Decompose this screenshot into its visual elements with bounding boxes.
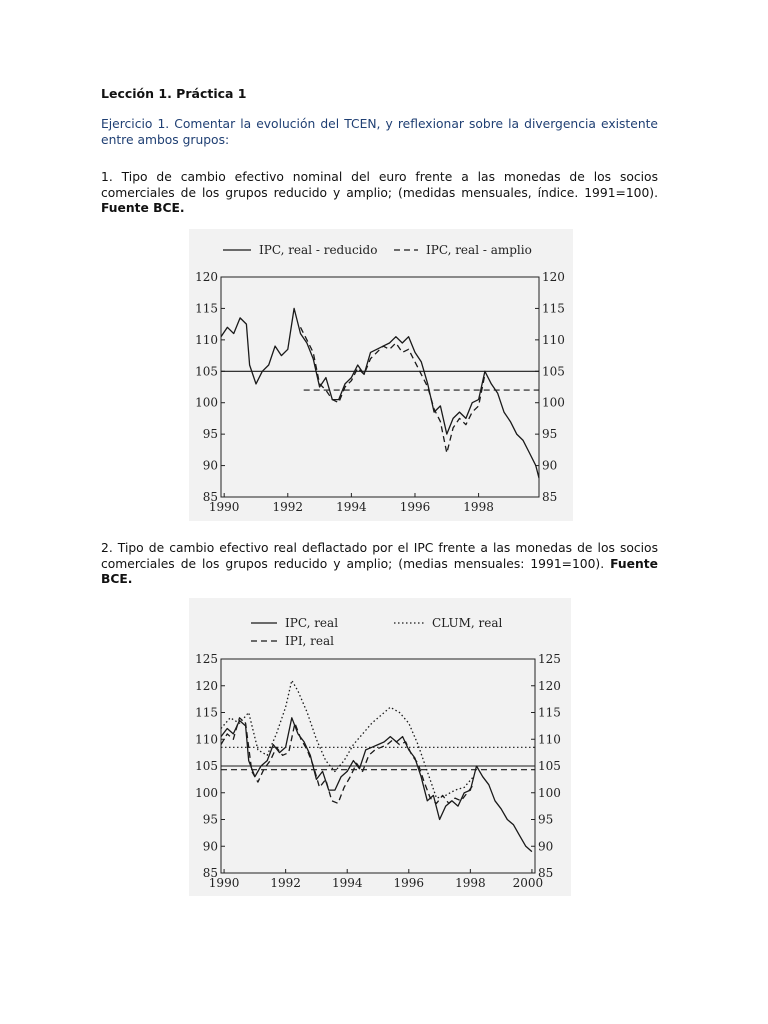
y-tick-label-left: 110 [195,732,218,747]
y-tick-label-right: 95 [542,427,558,442]
item-1-source: Fuente BCE. [101,201,185,215]
legend-label: IPC, real - amplio [426,243,532,257]
y-tick-label-left: 105 [195,759,218,773]
chart-1 [189,229,573,521]
y-tick-label-right: 110 [538,732,561,747]
y-tick-label-left: 85 [202,866,218,880]
y-tick-label-right: 85 [538,866,554,880]
y-tick-label-left: 100 [195,395,218,410]
y-tick-label-right: 100 [538,785,561,800]
y-tick-label-right: 100 [542,395,565,410]
y-tick-label-right: 115 [538,705,561,720]
y-tick-label-right: 120 [542,270,565,284]
x-tick-label: 1992 [270,876,301,890]
y-tick-label-left: 120 [195,270,218,284]
y-tick-label-right: 105 [538,759,561,773]
page-title: Lección 1. Práctica 1 [101,86,247,101]
chart-2 [189,598,571,896]
y-tick-label-left: 115 [195,301,218,316]
y-tick-label-left: 110 [195,332,218,347]
y-tick-label-left: 90 [202,458,218,473]
item-2-text: 2. Tipo de cambio efectivo real deflactado por el IPC frente a las monedas de los socios comerciales de los grupos reducido y amplio; (medias mensuales: 1991=100). [101,541,658,571]
y-tick-label-left: 95 [202,812,218,827]
chart-1-figure [189,229,573,521]
x-tick-label: 1992 [272,500,304,514]
item-1-paragraph [101,170,658,217]
item-1-text: 1. Tipo de cambio efectivo nominal del euro frente a las monedas de los socios comerciales de los grupos reducido y amplio; (medidas mensuales, índice. 1991=100). [101,170,658,200]
x-tick-label: 1998 [463,500,494,514]
legend-label: IPI, real [285,634,335,648]
y-tick-label-left: 100 [195,785,218,800]
y-tick-label-left: 85 [202,490,218,504]
x-tick-label: 1996 [399,500,431,514]
item-2-paragraph [101,541,658,588]
y-tick-label-right: 85 [542,490,558,504]
y-tick-label-right: 105 [542,364,565,379]
x-tick-label: 1996 [393,876,425,890]
y-tick-label-right: 120 [538,678,561,693]
y-tick-label-left: 105 [195,364,218,379]
y-tick-label-right: 90 [542,458,558,473]
legend-label: IPC, real - reducido [259,243,378,257]
x-tick-label: 1994 [331,876,363,890]
x-tick-label: 1994 [336,500,367,514]
x-tick-label: 1998 [455,876,486,890]
legend-label: IPC, real [285,616,339,630]
series-line-ipi-real [221,718,473,804]
y-tick-label-right: 95 [538,812,554,827]
y-tick-label-right: 110 [542,332,565,347]
y-tick-label-right: 90 [538,839,554,854]
series-line-ipc-real [221,718,532,852]
chart-2-figure [189,598,571,896]
y-tick-label-left: 90 [202,839,218,854]
y-tick-label-left: 95 [202,427,218,442]
x-tick-label: 2000 [512,876,544,890]
y-tick-label-left: 115 [195,705,218,720]
item-2-source: Fuente BCE. [101,556,658,586]
plot-frame [221,277,539,497]
y-tick-label-right: 115 [542,301,565,316]
x-tick-label: 1990 [208,876,240,890]
exercise-statement: Ejercicio 1. Comentar la evolución del TCEN, y reflexionar sobre la divergencia existente entre ambos grupos: [101,117,658,147]
y-tick-label-left: 125 [195,652,218,666]
series-line-ipc-real-reducido [221,308,539,478]
y-tick-label-right: 125 [538,652,561,666]
y-tick-label-left: 120 [195,678,218,693]
x-tick-label: 1990 [208,500,240,514]
legend-label: CLUM, real [432,616,503,630]
